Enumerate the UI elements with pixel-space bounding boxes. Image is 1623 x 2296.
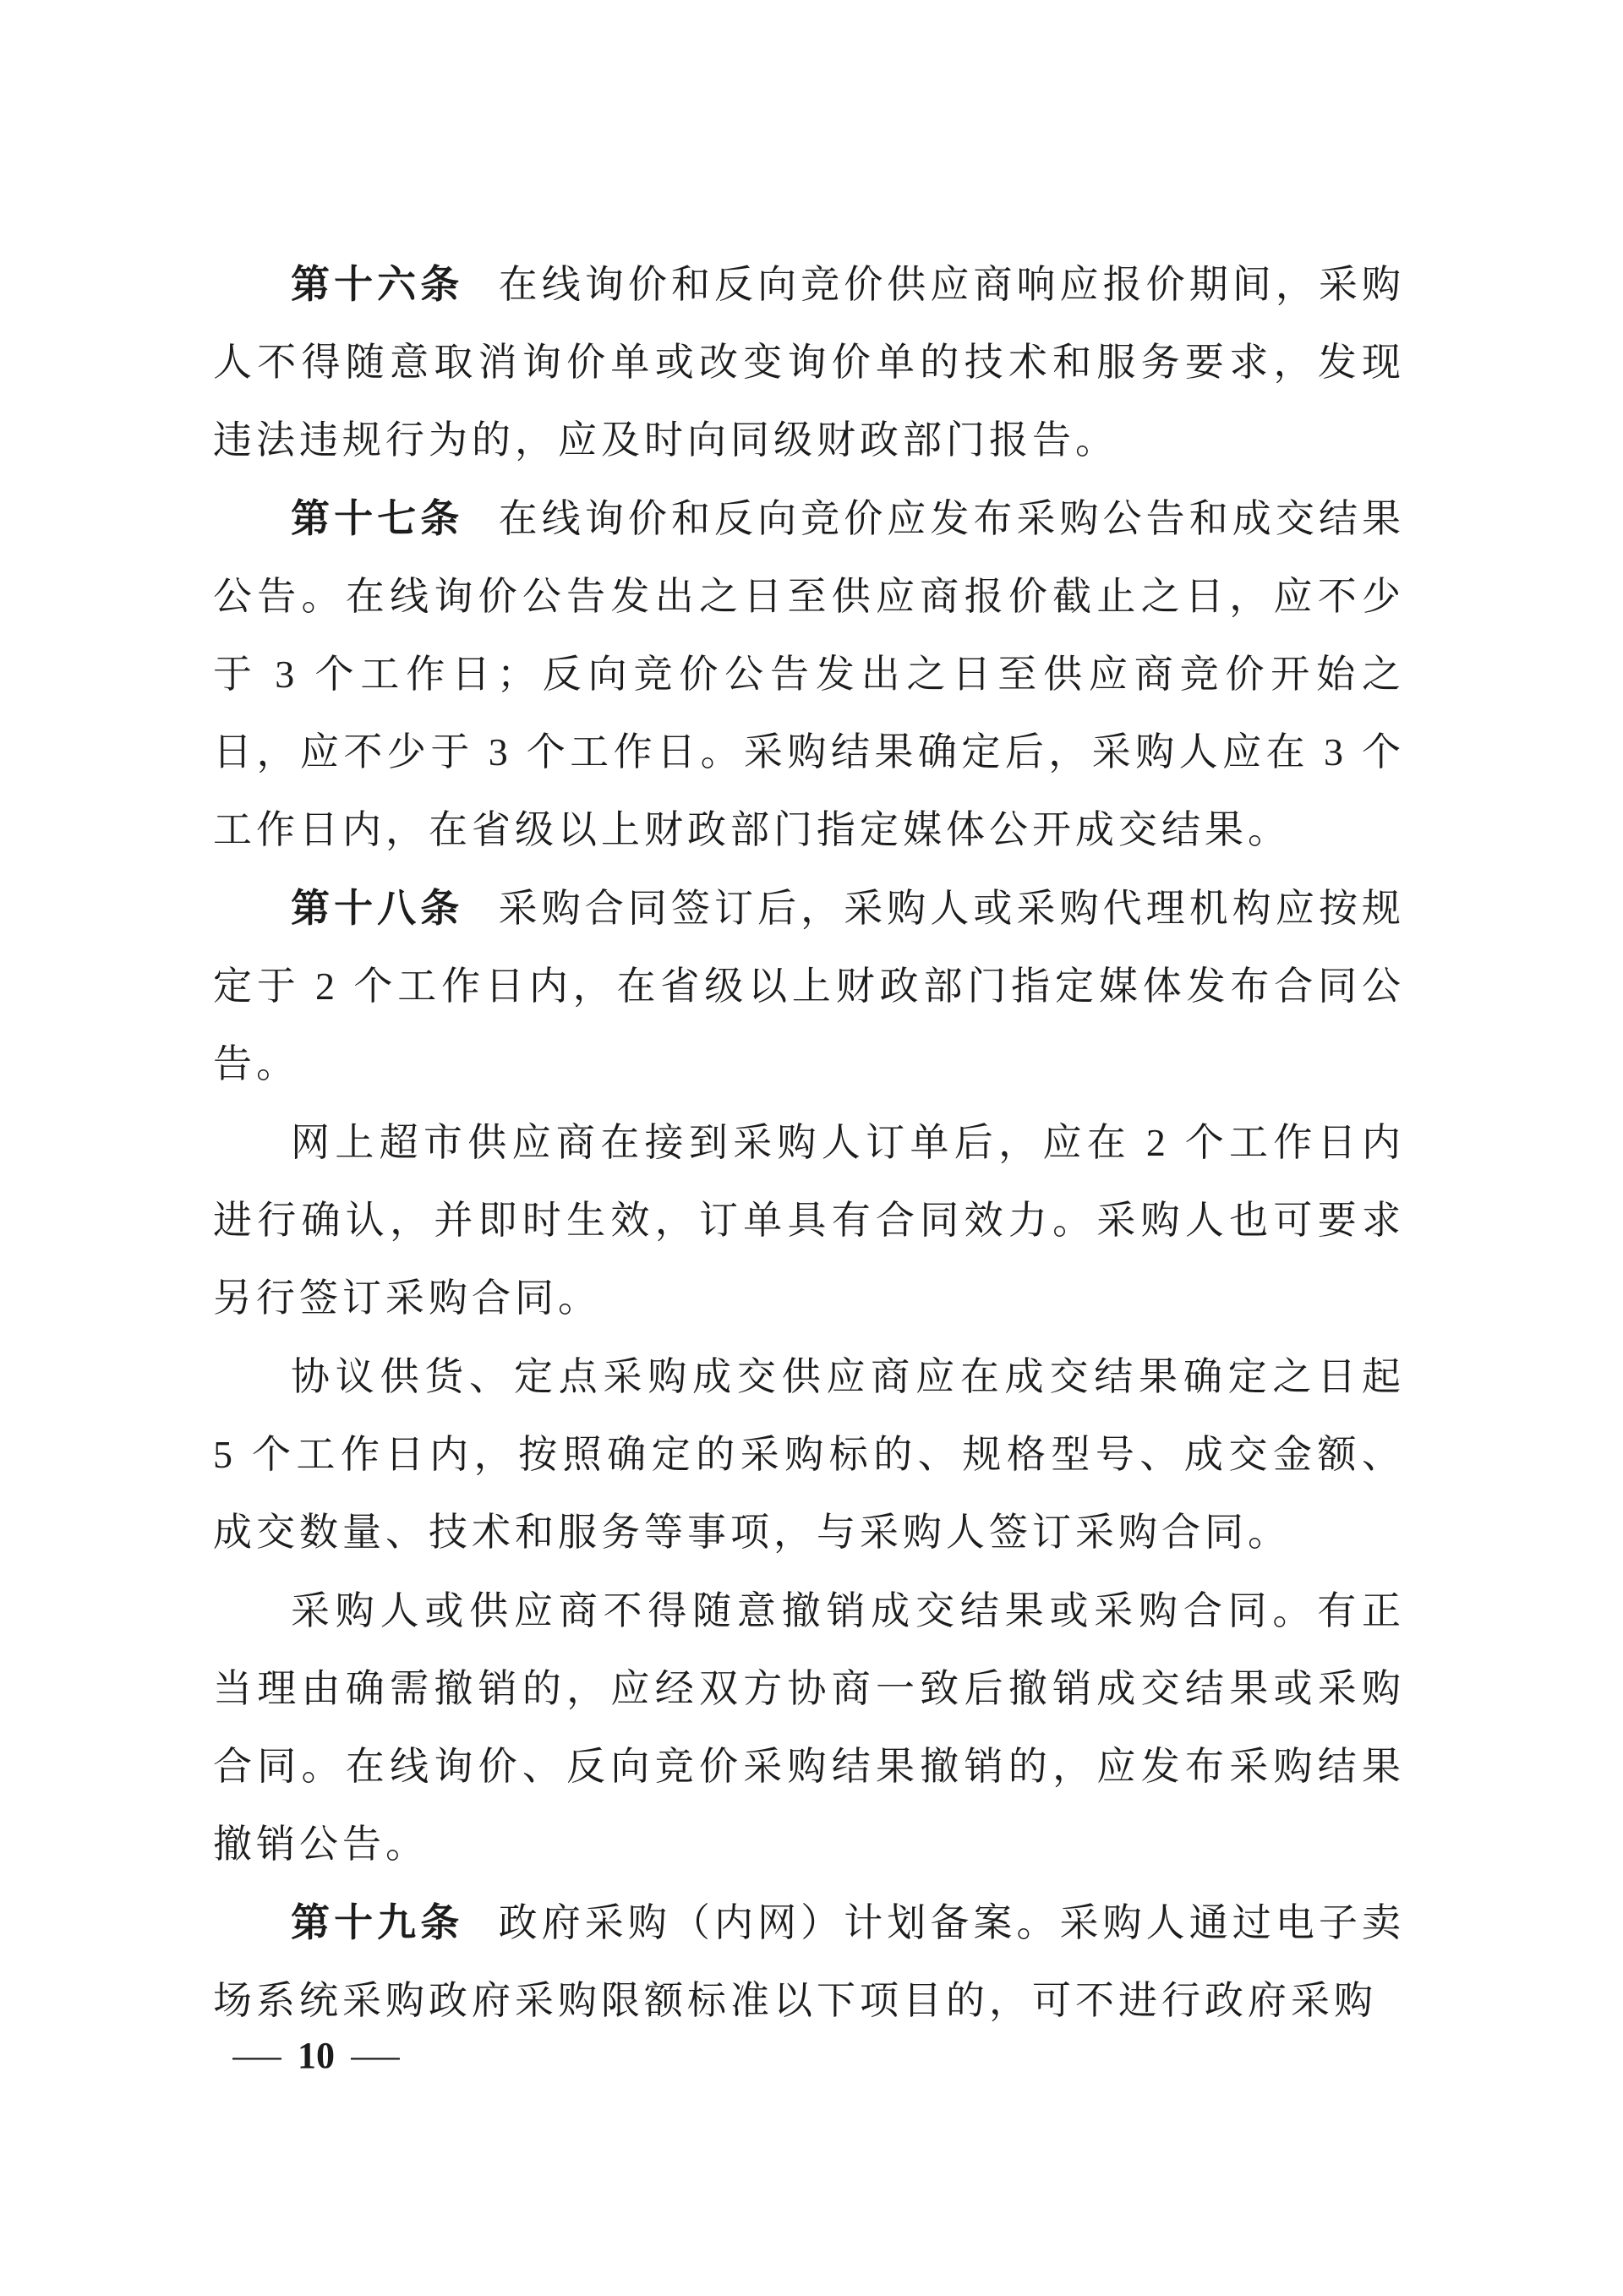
text-block <box>213 245 1405 2040</box>
article-18-text: 采购合同签订后，采购人或采购代理机构应按规定于 2 个工作日内，在省级以上财政部门指定媒体发布合同公告。 <box>213 887 1406 1085</box>
paragraph-agreement-supply <box>213 1337 1405 1572</box>
paragraph-article-18 <box>213 869 1405 1103</box>
paragraph-revocation <box>213 1572 1405 1883</box>
paragraph-article-16 <box>213 245 1405 479</box>
paragraph-revocation-text: 采购人或供应商不得随意撤销成交结果或采购合同。有正当理由确需撤销的，应经双方协商一致后撤销成交结果或采购合同。在线询价、反向竞价采购结果撤销的，应发布采购结果撤销公告。 <box>213 1589 1405 1866</box>
article-16-heading: 第十六条 <box>291 262 464 306</box>
article-17-text: 在线询价和反向竞价应发布采购公告和成交结果公告。在线询价公告发出之日至供应商报价截止之日，应不少于 3 个工作日；反向竞价公告发出之日至供应商竞价开始之日，应不少于 3 个工作日。采购结果确定后，采购人应在 3 个工作日内，在省级以上财政部门指定媒体公开成交结果。 <box>213 497 1406 851</box>
article-18-heading: 第十八条 <box>291 886 464 930</box>
page-number: 10 <box>298 2035 335 2076</box>
paragraph-online-mall <box>213 1103 1405 1337</box>
article-19-heading: 第十九条 <box>291 1900 464 1944</box>
paragraph-article-17 <box>213 479 1405 869</box>
paragraph-agreement-supply-text: 协议供货、定点采购成交供应商应在成交结果确定之日起 5 个工作日内，按照确定的采购标的、规格型号、成交金额、成交数量、技术和服务等事项，与采购人签订采购合同。 <box>213 1355 1405 1554</box>
paragraph-article-19 <box>213 1883 1405 2040</box>
footer-dash-left: — <box>232 2035 281 2076</box>
footer-dash-right: — <box>351 2035 400 2076</box>
article-19-text: 政府采购（内网）计划备案。采购人通过电子卖场系统采购政府采购限额标准以下项目的，可不进行政府采购 <box>213 1901 1406 2022</box>
article-16-text: 在线询价和反向竞价供应商响应报价期间，采购人不得随意取消询价单或改变询价单的技术和服务要求，发现违法违规行为的，应及时向同级财政部门报告。 <box>213 263 1406 462</box>
page-footer <box>232 2031 400 2081</box>
paragraph-online-mall-text: 网上超市供应商在接到采购人订单后，应在 2 个工作日内进行确认，并即时生效，订单具有合同效力。采购人也可要求另行签订采购合同。 <box>213 1121 1405 1320</box>
article-17-heading: 第十七条 <box>291 496 464 540</box>
